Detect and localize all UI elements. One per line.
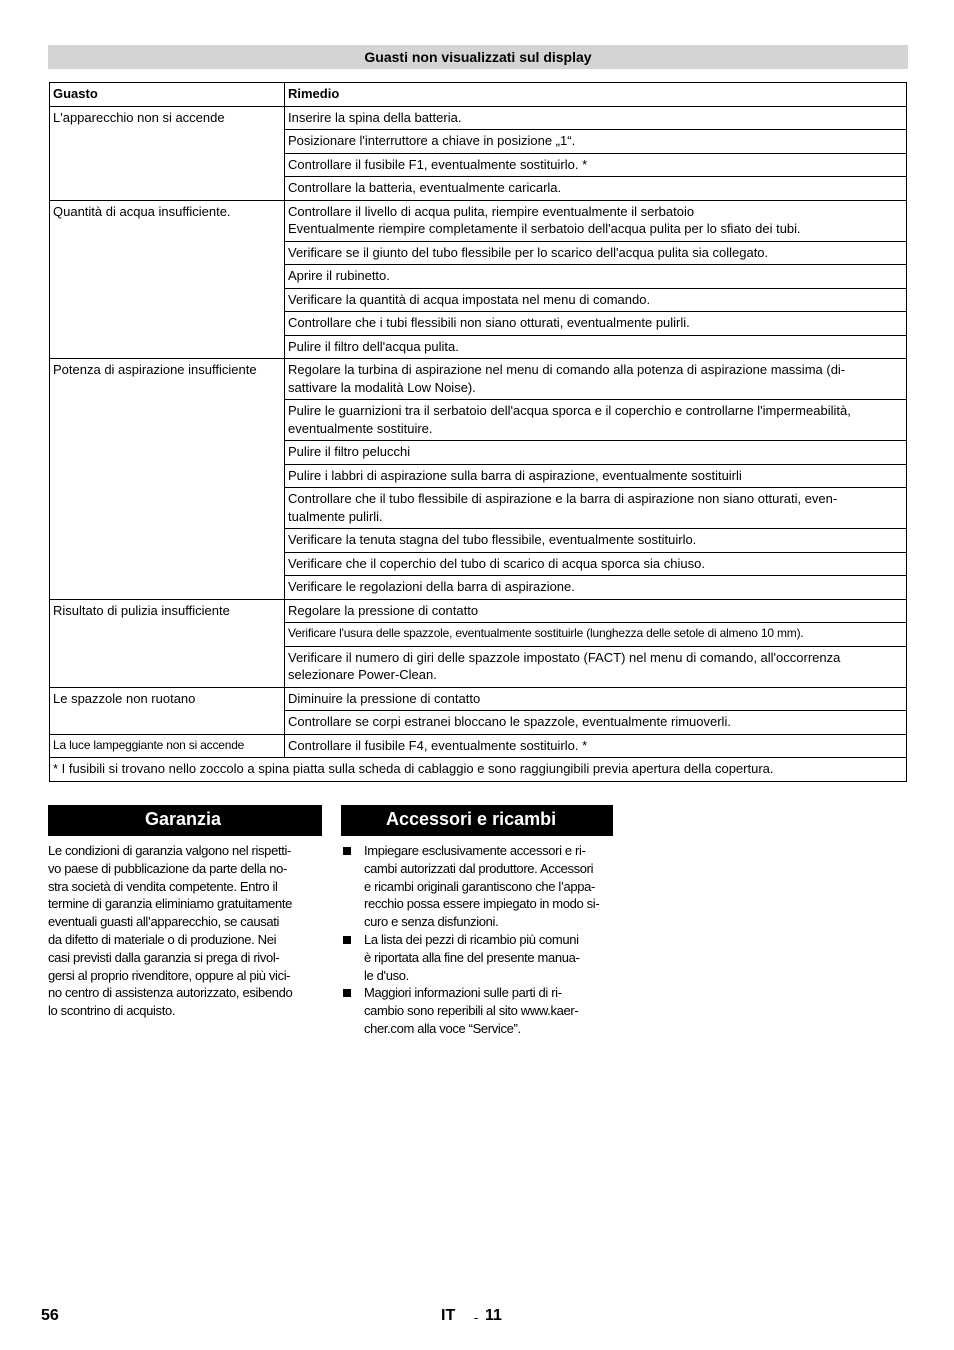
footnote-row: [50, 758, 907, 782]
remedy-cell: Verificare la quantità di acqua impostata nel menu di comando.: [285, 288, 907, 312]
remedy-cell: Pulire il filtro dell'acqua pulita.: [285, 335, 907, 359]
fault-table: [49, 82, 907, 782]
table-row: [50, 599, 907, 623]
table-body: [50, 106, 907, 781]
remedy-cell: Diminuire la pressione di contatto: [285, 687, 907, 711]
header-remedy: Rimedio: [285, 83, 907, 107]
table-row: [50, 687, 907, 711]
accessories-list: [341, 842, 616, 1038]
footnote: * I fusibili si trovano nello zoccolo a spina piatta sulla scheda di cablaggio e sono raggiungibili previa apertura della copertura.: [50, 758, 907, 782]
warranty-heading: [48, 805, 322, 838]
remedy-cell: Controllare se corpi estranei bloccano le spazzole, eventualmente rimuoverli.: [285, 711, 907, 735]
remedy-cell: Regolare la turbina di aspirazione nel menu di comando alla potenza di aspirazione massima (di- sattivare la modalità Low Noise).: [285, 359, 907, 400]
fault-cell: Le spazzole non ruotano: [50, 687, 285, 734]
fault-cell: L'apparecchio non si accende: [50, 106, 285, 200]
table-row: [50, 106, 907, 130]
fault-cell: Risultato di pulizia insufficiente: [50, 599, 285, 687]
remedy-cell: Pulire il filtro pelucchi: [285, 441, 907, 465]
fault-cell: Potenza di aspirazione insufficiente: [50, 359, 285, 600]
remedy-cell: Aprire il rubinetto.: [285, 265, 907, 289]
remedy-cell: Pulire i labbri di aspirazione sulla barra di aspirazione, eventualmente sostituirli: [285, 464, 907, 488]
list-item-text: La lista dei pezzi di ricambio più comuni è riportata alla fine del presente manua- le d'uso.: [364, 931, 580, 983]
bullet-square-icon: [343, 936, 351, 944]
section-page-number: 11: [485, 1307, 502, 1324]
remedy-cell: Controllare che il tubo flessibile di aspirazione e la barra di aspirazione non siano otturati, even- tualmente pulirli.: [285, 488, 907, 529]
bullet-square-icon: [343, 989, 351, 997]
remedy-cell: Pulire le guarnizioni tra il serbatoio dell'acqua sporca e il coperchio e controllarne l'impermeabilità, eventualmente sostituire.: [285, 400, 907, 441]
table-row: [50, 734, 907, 758]
header-fault: Guasto: [50, 83, 285, 107]
remedy-cell: Controllare la batteria, eventualmente caricarla.: [285, 177, 907, 201]
remedy-cell: Verificare il numero di giri delle spazzole impostato (FACT) nel menu di comando, all'occorrenza selezionare Power-Clean.: [285, 646, 907, 687]
remedy-cell: Verificare le regolazioni della barra di aspirazione.: [285, 576, 907, 600]
accessories-heading-text: Accessori e ricambi: [386, 809, 557, 829]
warranty-heading-text: Garanzia: [145, 809, 222, 829]
accessories-heading: [341, 805, 613, 838]
list-item: [341, 931, 616, 984]
remedy-cell: Verificare la tenuta stagna del tubo flessibile, eventualmente sostituirlo.: [285, 529, 907, 553]
language-code: IT: [441, 1307, 456, 1324]
remedy-cell: Controllare il livello di acqua pulita, riempire eventualmente il serbatoio Eventualmente riempire completamente il serbatoio dell'acqua pulita per lo sfiato dei tubi.: [285, 200, 907, 241]
remedy-cell: Controllare il fusibile F1, eventualmente sostituirlo. *: [285, 153, 907, 177]
remedy-cell: Controllare il fusibile F4, eventualmente sostituirlo. *: [285, 734, 907, 758]
remedy-cell: Verificare se il giunto del tubo flessibile per lo scarico dell'acqua pulita sia collegato.: [285, 241, 907, 265]
remedy-cell: Verificare che il coperchio del tubo di scarico di acqua sporca sia chiuso.: [285, 552, 907, 576]
remedy-cell: Controllare che i tubi flessibili non siano otturati, eventualmente pulirli.: [285, 312, 907, 336]
table-row: [50, 359, 907, 400]
fault-cell: La luce lampeggiante non si accende: [50, 734, 285, 758]
list-item: [341, 984, 616, 1037]
page-number: 56: [41, 1307, 59, 1324]
list-item: [341, 842, 616, 931]
table-row: [50, 200, 907, 241]
remedy-cell: Verificare l'usura delle spazzole, eventualmente sostituirle (lunghezza delle setole di almeno 10 mm).: [285, 623, 907, 647]
remedy-cell: Posizionare l'interruttore a chiave in posizione „1“.: [285, 130, 907, 154]
list-item-text: Maggiori informazioni sulle parti di ri- cambio sono reperibili al sito www.kaer- cher.com alla voce “Service”.: [364, 985, 579, 1036]
remedy-cell: Regolare la pressione di contatto: [285, 599, 907, 623]
list-item-text: Impiegare esclusivamente accessori e ri- cambi autorizzati dal produttore. Accessori e ricambi originali garantiscono che l’appa- recchio possa essere impiegato in modo si- curo e senza disfunzioni.: [364, 843, 600, 930]
warranty-text: Le condizioni di garanzia valgono nel rispetti- vo paese di pubblicazione da parte della no- stra società di vendita competente. Entro il termine di garanzia eliminiamo gratuitamente eventuali guasti all’apparecchio, se causati da difetto di materiale o di produzione. Nei casi previsti dalla garanzia si prega di rivol- gersi al proprio rivenditore, oppure al più vici- no centro di assistenza autorizzato, esibendo lo scontrino di acquisto.: [48, 843, 293, 1019]
table-header-row: [50, 83, 907, 107]
fault-cell: Quantità di acqua insufficiente.: [50, 200, 285, 359]
footer-separator: -: [474, 1310, 479, 1325]
bullet-square-icon: [343, 847, 351, 855]
remedy-cell: Inserire la spina della batteria.: [285, 106, 907, 130]
section-title: Guasti non visualizzati sul display: [48, 45, 908, 69]
